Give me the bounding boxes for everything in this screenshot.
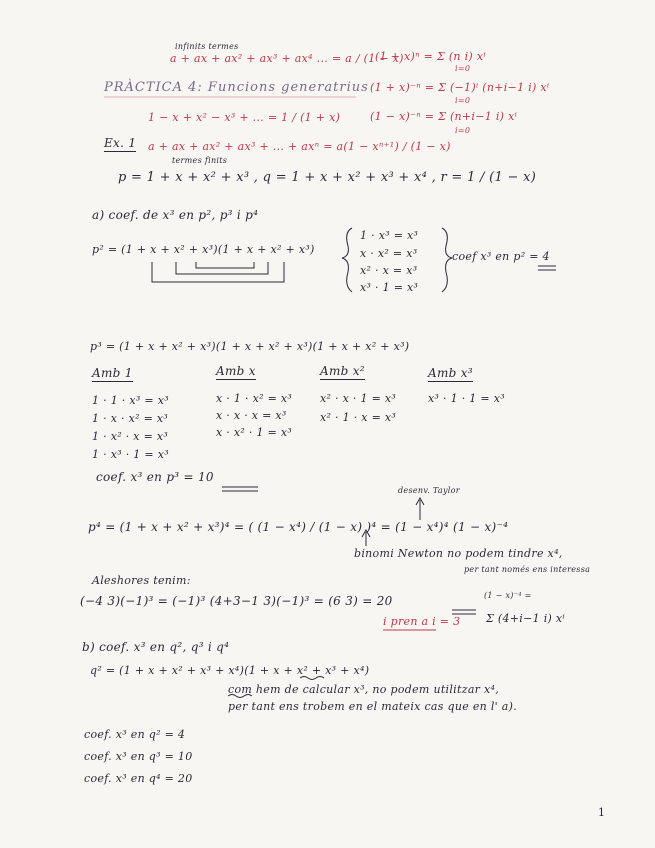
i-equals-3-note: i pren a i = 3 [383,615,461,628]
aleshores-label: Aleshores tenim: [92,574,191,587]
part-a-heading: a) coef. de x³ en p², p³ i p⁴ [92,208,259,222]
infinite-terms-label: infinits termes [175,42,239,51]
sum-limits-1: i=0 [455,64,471,73]
p2-product-1: 1 · x³ = x³ [360,229,419,242]
sum-limits-3: i=0 [455,126,471,135]
group-amb-x-item: x · x · x = x³ [216,409,287,422]
p4-expansion: p⁴ = (1 + x + x² + x³)⁴ = ( (1 − x⁴) / (1 − x) )⁴ = (1 − x⁴)⁴ (1 − x)⁻⁴ [88,520,509,534]
q2-result: coef. x³ en q² = 4 [84,728,186,741]
neg-binomial-sum: Σ (4+i−1 i) xⁱ [486,612,565,625]
coefficient-calculation: (−4 3)(−1)³ = (−1)³ (4+3−1 3)(−1)³ = (6 3) = 20 [80,594,393,608]
group-amb-1-item: 1 · 1 · x³ = x³ [92,394,169,407]
newton-note-line-1: binomi Newton no podem tindre x⁴, [354,547,563,560]
group-amb-x2-item: x² · x · 1 = x³ [320,392,397,405]
group-amb-1-title: Amb 1 [92,366,133,380]
group-amb-x3-title: Amb x³ [428,366,473,380]
p2-product-2: x · x² = x³ [360,247,418,260]
group-amb-1-item: 1 · x³ · 1 = x³ [92,448,169,461]
exercise-label: Ex. 1 [104,136,137,150]
finite-series-formula: a + ax + ax² + ax³ + ... + axⁿ = a(1 − xⁿ⁺¹) / (1 − x) [148,140,451,153]
definitions-p-q-r: p = 1 + x + x² + x³ , q = 1 + x + x² + x³ + x⁴ , r = 1 / (1 − x) [118,170,537,185]
binomial-positive-formula: (1 + x)ⁿ = Σ (n i) xⁱ [375,50,486,63]
q2-expansion: q² = (1 + x + x² + x³ + x⁴)(1 + x + x² + x³ + x⁴) [90,664,370,677]
group-amb-1-item: 1 · x² · x = x³ [92,430,169,443]
alternating-series-formula: 1 − x + x² − x³ + ... = 1 / (1 + x) [148,111,341,124]
group-amb-x-item: x · 1 · x² = x³ [216,392,293,405]
part-b-note-line-1: com hem de calcular x³, no podem utilitzar x⁴, [228,683,500,696]
newton-note-line-2: per tant només ens interessa [464,565,591,574]
q4-result: coef. x³ en q⁴ = 20 [84,772,193,785]
q3-result: coef. x³ en q³ = 10 [84,750,193,763]
taylor-label: desenv. Taylor [398,486,460,495]
p2-expansion: p² = (1 + x + x² + x³)(1 + x + x² + x³) [92,243,315,256]
p2-product-3: x² · x = x³ [360,264,418,277]
p3-result: coef. x³ en p³ = 10 [96,470,214,484]
part-b-note-line-2: per tant ens trobem en el mateix cas que en l' a). [228,700,518,713]
group-amb-x2-item: x² · 1 · x = x³ [320,411,397,424]
p2-product-4: x³ · 1 = x³ [360,281,419,294]
group-amb-x2-title: Amb x² [320,364,365,378]
binomial-negative-formula: (1 + x)⁻ⁿ = Σ (−1)ⁱ (n+i−1 i) xⁱ [370,81,550,94]
page-title: PRÀCTICA 4: Funcions generatrius [104,80,369,95]
geometric-series-formula: a + ax + ax² + ax³ + ax⁴ ... = a / (1 − x) [170,52,404,65]
group-amb-x3-item: x³ · 1 · 1 = x³ [428,392,505,405]
p3-expansion: p³ = (1 + x + x² + x³)(1 + x + x² + x³)(1 + x + x² + x³) [90,340,410,353]
p2-result: coef x³ en p² = 4 [452,250,550,263]
neg-binomial: (1 − x)⁻⁴ = [484,591,532,600]
finite-terms-label: termes finits [172,156,228,165]
part-b-heading: b) coef. x³ en q², q³ i q⁴ [82,640,230,654]
page-number: 1 [598,806,606,819]
group-amb-x-item: x · x² · 1 = x³ [216,426,293,439]
sum-limits-2: i=0 [455,96,471,105]
group-amb-x-title: Amb x [216,364,256,378]
binomial-negative-minus-formula: (1 − x)⁻ⁿ = Σ (n+i−1 i) xⁱ [370,110,518,123]
group-amb-1-item: 1 · x · x² = x³ [92,412,169,425]
